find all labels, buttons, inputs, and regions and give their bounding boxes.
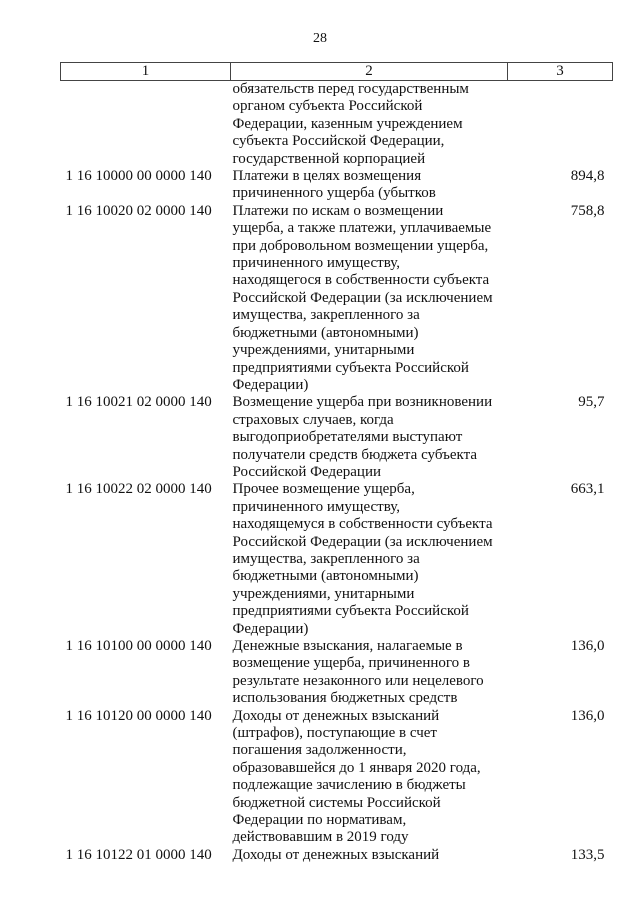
- description: Доходы от денежных взысканий: [232, 846, 440, 863]
- amount: 894,8: [570, 168, 605, 185]
- amount: 95,7: [578, 394, 605, 411]
- header-row: [61, 63, 613, 81]
- table-row: [61, 847, 613, 864]
- amount: 133,5: [570, 846, 605, 863]
- description: Платежи по искам о возмещении ущерба, а также платежи, уплачиваемые при добровольном возмещении ущерба, причиненного имуществу, находящегося в собственности субъекта Российской Федерации (за исключением имущества, закрепленного за бюджетными (автономными) учреждениями, унитарными предприятиями субъекта Российской Федерации): [232, 202, 493, 393]
- budget-code: 1 16 10120 00 0000 140: [65, 707, 212, 724]
- description: Прочее возмещение ущерба, причиненного имуществу, находящемуся в собственности субъекта Российской Федерации (за исключением имущества, закрепленного за бюджетными (автономными) учреждениями, унитарными предприятиями субъекта Российской Федерации): [232, 481, 493, 637]
- table-row: [61, 168, 613, 203]
- description: Платежи в целях возмещения причиненного ущерба (убытков: [232, 168, 436, 202]
- amount: [508, 81, 613, 169]
- table-row: [61, 203, 613, 394]
- amount: 758,8: [570, 202, 605, 219]
- table-row: [61, 81, 613, 169]
- budget-code: 1 16 10122 01 0000 140: [65, 846, 212, 863]
- description: Возмещение ущерба при возникновении страховых случаев, когда выгодоприобретателями выступают получатели средств бюджета субъекта Российской Федерации: [232, 394, 493, 480]
- budget-code: 1 16 10022 02 0000 140: [65, 481, 212, 498]
- column-header-2: 2: [231, 63, 508, 81]
- budget-code: 1 16 10020 02 0000 140: [65, 202, 212, 219]
- amount: 136,0: [570, 707, 605, 724]
- budget-code: 1 16 10000 00 0000 140: [65, 168, 212, 185]
- amount: 663,1: [570, 481, 605, 498]
- revenue-table: [60, 62, 613, 864]
- budget-code: 1 16 10100 00 0000 140: [65, 638, 212, 654]
- page-number: 28: [313, 31, 327, 46]
- budget-code: 1 16 10021 02 0000 140: [65, 394, 212, 411]
- description: Доходы от денежных взысканий (штрафов), поступающие в счет погашения задолженности, образовавшейся до 1 января 2020 года, подлежащие зачислению в бюджеты бюджетной системы Российской Федерации по нормативам, действовавшим в 2019 году: [232, 707, 481, 846]
- description: обязательств перед государственным органом субъекта Российской Федерации, казенным учреждением субъекта Российской Федерации, государственной корпорацией: [232, 81, 469, 167]
- table-row: [61, 394, 613, 481]
- budget-code: [61, 81, 231, 169]
- table-row: [61, 481, 613, 638]
- amount: 136,0: [570, 638, 605, 654]
- table-row: [61, 708, 613, 847]
- description: Денежные взыскания, налагаемые в возмещение ущерба, причиненного в результате незаконного или нецелевого использования бюджетных средств: [232, 638, 484, 707]
- column-header-3: 3: [508, 63, 613, 81]
- column-header-1: 1: [61, 63, 231, 81]
- table-row: [61, 638, 613, 708]
